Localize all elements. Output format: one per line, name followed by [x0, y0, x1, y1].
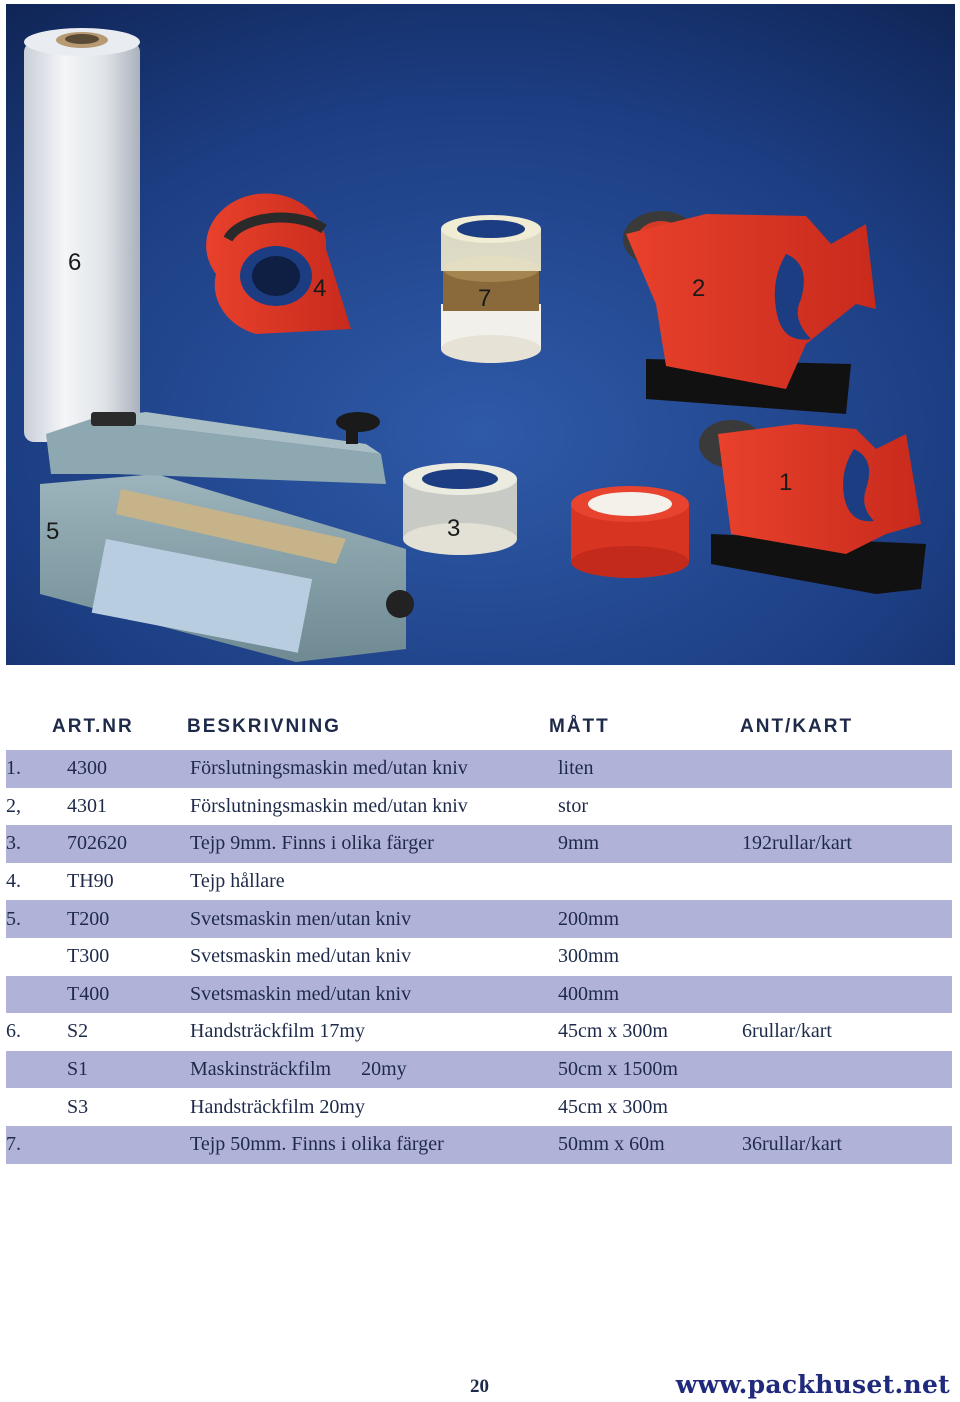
cell-desc: Handsträckfilm 17my [190, 1020, 365, 1043]
cell-qty: 6rullar/kart [742, 1020, 832, 1043]
cell-size: 50mm x 60m [558, 1126, 742, 1164]
table-row [6, 1051, 952, 1089]
cell-qty [742, 750, 952, 788]
cell-art: 4301 [67, 794, 107, 817]
cell-desc: Tejp 50mm. Finns i olika färger [190, 1126, 558, 1164]
cell-size: stor [558, 794, 588, 817]
cell-desc: Förslutningsmaskin med/utan kniv [190, 750, 558, 788]
cell-qty: 192rullar/kart [742, 825, 952, 863]
cell-art: 4300 [67, 750, 190, 788]
page-number: 20 [470, 1376, 489, 1397]
cell-qty [742, 938, 952, 976]
table-row [6, 900, 952, 938]
cell-size: 200mm [558, 900, 742, 938]
cell-size: liten [558, 750, 742, 788]
cell-desc: Tejp hållare [190, 870, 285, 893]
cell-art: TH90 [67, 870, 114, 893]
table-row [6, 788, 952, 826]
cell-qty [742, 900, 952, 938]
cell-desc: Svetsmaskin med/utan kniv [190, 976, 558, 1014]
table-row [6, 1088, 952, 1126]
header-beskrivning: BESKRIVNING [187, 716, 341, 737]
cell-size: 9mm [558, 825, 742, 863]
header-art-nr: ART.NR [52, 716, 134, 737]
cell-desc: Svetsmaskin med/utan kniv [190, 945, 412, 968]
cell-size [558, 863, 742, 901]
cell-no [6, 1088, 67, 1126]
product-table-body [6, 750, 952, 1164]
header-ant-kart: ANT/KART [740, 716, 854, 737]
product-table [6, 750, 952, 1164]
table-row [6, 825, 952, 863]
cell-no: 5. [6, 900, 67, 938]
cell-no: 1. [6, 750, 67, 788]
cell-no: 6. [6, 1020, 21, 1043]
photo-label-5: 5 [46, 518, 60, 545]
cell-art: T200 [67, 900, 190, 938]
cell-qty [742, 863, 952, 901]
cell-art: S3 [67, 1095, 89, 1118]
table-row [6, 976, 952, 1014]
table-row [6, 1013, 952, 1051]
cell-desc: Svetsmaskin men/utan kniv [190, 900, 558, 938]
bag-sealer-small [699, 420, 926, 594]
cell-qty: 36rullar/kart [742, 1126, 952, 1164]
cell-size: 50cm x 1500m [558, 1051, 742, 1089]
cell-no: 4. [6, 870, 21, 893]
cell-art: T400 [67, 976, 190, 1014]
header-matt: MÅTT [549, 716, 610, 737]
red-tape-rolls [571, 486, 689, 578]
website-link[interactable]: www.packhuset.net [675, 1370, 950, 1399]
photo-label-1: 1 [779, 469, 793, 496]
stretch-film-roll [24, 28, 140, 442]
cell-art: 702620 [67, 825, 190, 863]
cell-no: 2, [6, 794, 21, 817]
photo-label-4: 4 [313, 275, 327, 302]
cell-size: 300mm [558, 945, 620, 968]
photo-label-2: 2 [692, 275, 706, 302]
table-row [6, 938, 952, 976]
product-photo [6, 4, 955, 665]
cell-no [6, 938, 67, 976]
photo-label-7: 7 [478, 285, 492, 312]
table-row [6, 1126, 952, 1164]
cell-no [6, 1051, 67, 1089]
cell-desc: Handsträckfilm 20my [190, 1095, 365, 1118]
table-row [6, 863, 952, 901]
cell-art: S1 [67, 1051, 190, 1089]
table-row [6, 750, 952, 788]
bag-sealer-large [623, 211, 876, 414]
cell-no [6, 976, 67, 1014]
cell-qty [742, 1051, 952, 1089]
cell-size: 400mm [558, 976, 742, 1014]
cell-desc: Tejp 9mm. Finns i olika färger [190, 825, 558, 863]
cell-art [67, 1126, 190, 1164]
cell-qty [742, 1088, 952, 1126]
cell-art: T300 [67, 945, 110, 968]
cell-qty [742, 976, 952, 1014]
cell-qty [742, 788, 952, 826]
cell-desc: Maskinsträckfilm 20my [190, 1051, 558, 1089]
cell-art: S2 [67, 1020, 89, 1043]
photo-label-6: 6 [68, 249, 82, 276]
cell-size: 45cm x 300m [558, 1020, 668, 1043]
cell-no: 3. [6, 825, 67, 863]
cell-size: 45cm x 300m [558, 1095, 668, 1118]
photo-label-3: 3 [447, 515, 461, 542]
cell-desc: Förslutningsmaskin med/utan kniv [190, 794, 468, 817]
cell-no: 7. [6, 1126, 67, 1164]
